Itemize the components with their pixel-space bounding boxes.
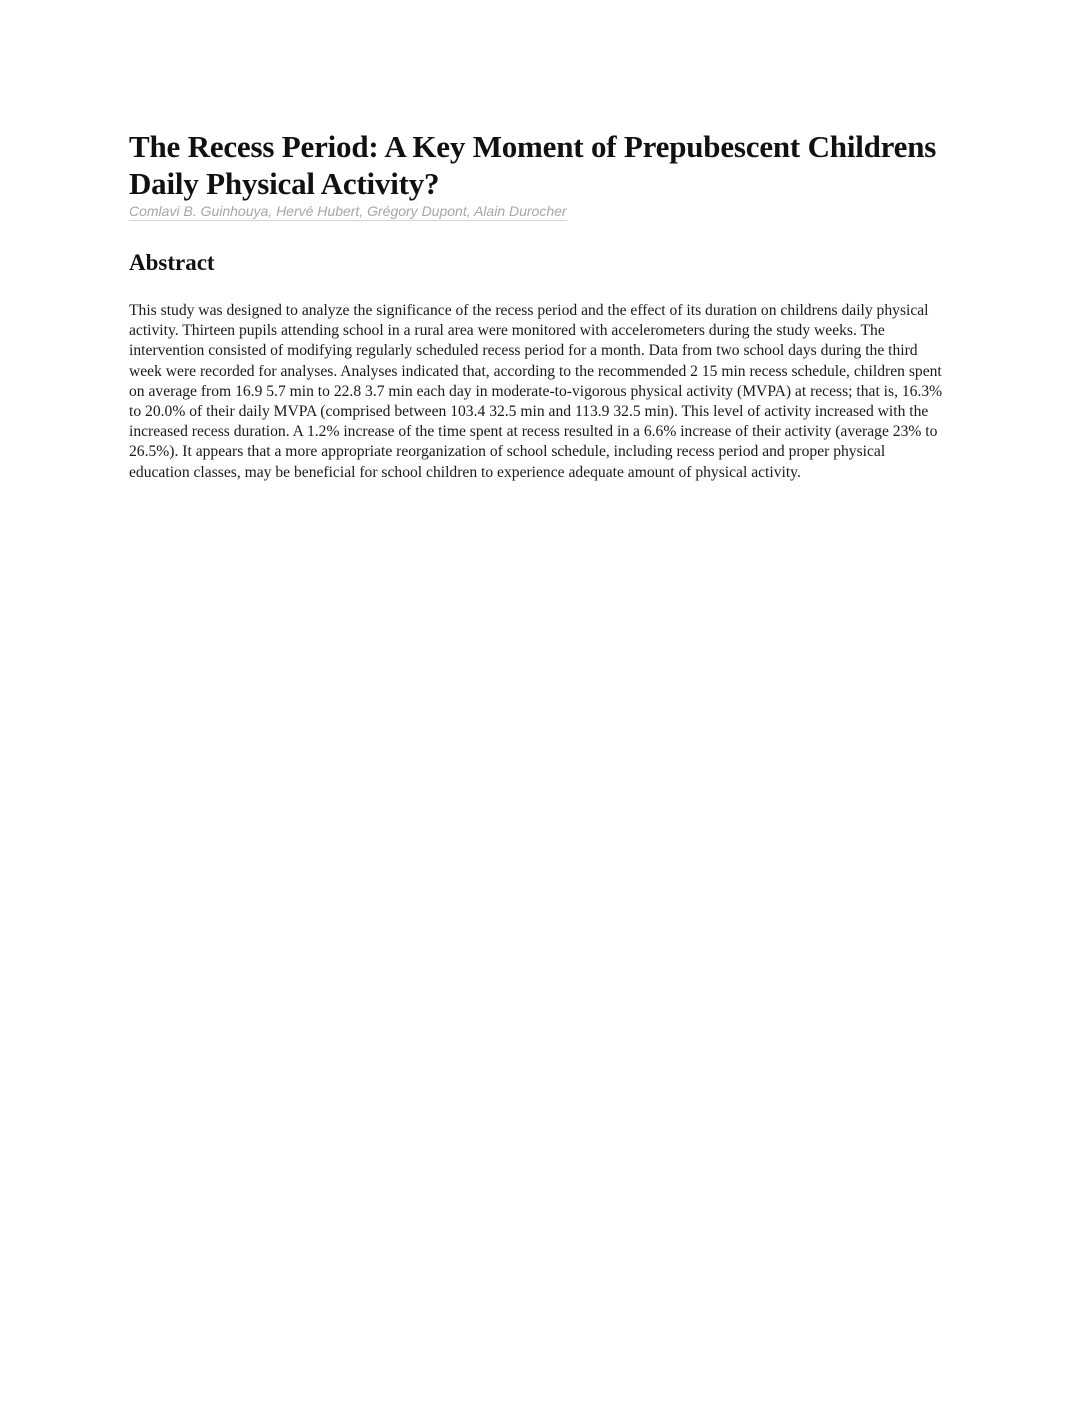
paper-content bbox=[129, 128, 959, 483]
paper-title: The Recess Period: A Key Moment of Prepubescent Childrens Daily Physical Activity? bbox=[129, 129, 937, 201]
abstract-heading: Abstract bbox=[129, 250, 215, 275]
paper-authors[interactable]: Comlavi B. Guinhouya, Hervé Hubert, Grégory Dupont, Alain Durocher bbox=[129, 203, 567, 219]
abstract-text: This study was designed to analyze the significance of the recess period and the effect of its duration on childrens daily physical activity. Thirteen pupils attending school in a rural area were monitored with accelerometers during the study weeks. The intervention consisted of modifying regularly scheduled recess period for a month. Data from two school days during the third week were recorded for analyses. Analyses indicated that, according to the recommended 2 15 min recess schedule, children spent on average from 16.9 5.7 min to 22.8 3.7 min each day in moderate-to-vigorous physical activity (MVPA) at recess; that is, 16.3% to 20.0% of their daily MVPA (comprised between 103.4 32.5 min and 113.9 32.5 min). This level of activity increased with the increased recess duration. A 1.2% increase of the time spent at recess resulted in a 6.6% increase of their activity (average 23% to 26.5%). It appears that a more appropriate reorganization of school schedule, including recess period and proper physical education classes, may be beneficial for school children to experience adequate amount of physical activity. bbox=[129, 302, 943, 481]
